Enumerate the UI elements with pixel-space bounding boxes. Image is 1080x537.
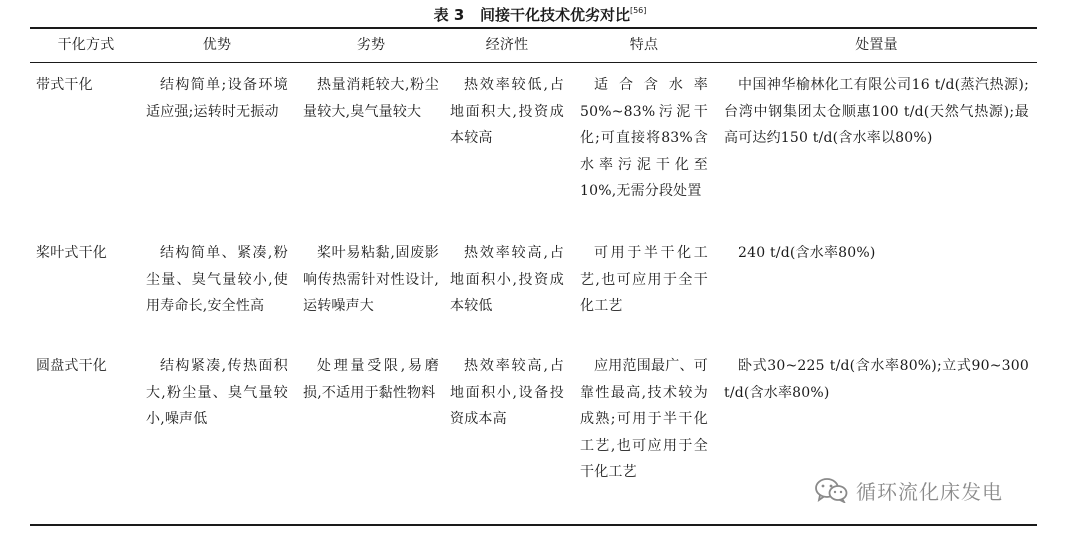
row-belt-economy: 热效率较低,占地面积大,投资成本较高: [450, 77, 564, 146]
wechat-icon: [814, 477, 848, 503]
row-belt-capacity: 中国神华榆林化工有限公司16 t/d(蒸汽热源);台湾中钢集团太仓顺惠100 t/d(天然气热源);最高可达约150 t/d(含水率以80%): [724, 77, 1029, 146]
header-features: 特点: [629, 37, 659, 53]
table-number: 表 3: [433, 6, 465, 24]
header-capacity: 处置量: [855, 37, 898, 53]
header-method: 干化方式: [57, 37, 115, 53]
row-disc-capacity: 卧式30~225 t/d(含水率80%);立式90~300 t/d(含水率80%): [724, 358, 1029, 401]
table-bottom-rule: [30, 524, 1037, 526]
row-disc-economy: 热效率较高,占地面积小,设备投资成本高: [450, 358, 564, 427]
row-paddle-method: 桨叶式干化: [36, 245, 107, 261]
header-economy: 经济性: [485, 37, 529, 53]
table-title: 间接干化技术优劣对比: [479, 6, 630, 24]
row-paddle-capacity: 240 t/d(含水率80%): [738, 245, 876, 261]
row-disc-features: 应用范围最广、可靠性最高,技术较为成熟;可用于半干化工艺,也可应用于全干化工艺: [580, 358, 708, 480]
watermark-text: 循环流化床发电: [856, 479, 1003, 504]
table-header-rule: [30, 62, 1037, 63]
row-paddle-economy: 热效率较高,占地面积小,投资成本较低: [450, 245, 564, 314]
row-belt-advantages: 结构简单;设备环境适应强;运转时无振动: [146, 77, 288, 120]
watermark: [814, 474, 1003, 506]
row-belt-method: 带式干化: [36, 77, 93, 93]
row-disc-method: 圆盘式干化: [36, 358, 107, 374]
row-belt-disadvantages: 热量消耗较大,粉尘量较大,臭气量较大: [303, 77, 439, 120]
table-top-rule: [30, 27, 1037, 29]
row-paddle-disadvantages: 桨叶易粘黏,固废影响传热需针对性设计,运转噪声大: [303, 245, 439, 314]
header-disadvantages: 劣势: [356, 37, 386, 53]
row-disc-disadvantages: 处理量受限,易磨损,不适用于黏性物料: [303, 358, 439, 401]
row-paddle-features: 可用于半干化工艺,也可应用于全干化工艺: [580, 245, 708, 314]
row-disc-advantages: 结构紧凑,传热面积大,粉尘量、臭气量较小,噪声低: [146, 358, 288, 427]
row-paddle-advantages: 结构简单、紧凑,粉尘量、臭气量较小,使用寿命长,安全性高: [146, 245, 288, 314]
reference-mark: [56]: [629, 6, 647, 15]
table-caption: [0, 0, 1080, 24]
header-advantages: 优势: [202, 37, 232, 53]
row-belt-features: 适合含水率50%~83%污泥干化;可直接将83%含水率污泥干化至10%,无需分段处置: [580, 77, 708, 199]
